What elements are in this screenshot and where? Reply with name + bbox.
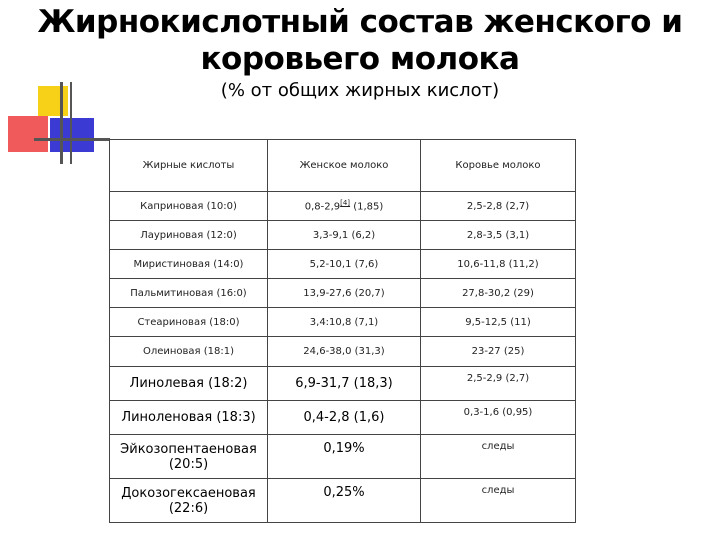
acid-name: Стеариновая (18:0): [110, 308, 268, 337]
cow-value: 10,6-11,8 (11,2): [421, 250, 576, 279]
acid-name: Пальмитиновая (16:0): [110, 279, 268, 308]
cow-value: следы: [421, 479, 576, 523]
women-value: 3,4:10,8 (7,1): [268, 308, 421, 337]
acid-name: Линоленовая (18:3): [110, 401, 268, 435]
page-title: [0, 4, 720, 78]
women-value-range: 0,8-2,9: [304, 201, 341, 213]
women-value: 6,9-31,7 (18,3): [268, 367, 421, 401]
fatty-acid-table: [109, 139, 576, 523]
table-row: [110, 221, 576, 250]
footnote-link[interactable]: [4]: [340, 199, 351, 208]
acid-name: Линолевая (18:2): [110, 367, 268, 401]
title-line-2: коровьего молока: [200, 41, 520, 77]
cow-value: следы: [421, 435, 576, 479]
cow-value: 2,5-2,9 (2,7): [421, 367, 576, 401]
acid-name: Миристиновая (14:0): [110, 250, 268, 279]
decor-horizontal-line: [34, 138, 110, 141]
table-header-row: [110, 140, 576, 192]
table-row: [110, 192, 576, 221]
acid-name: Олеиновая (18:1): [110, 337, 268, 367]
table-row: [110, 308, 576, 337]
women-value: 0,4-2,8 (1,6): [268, 401, 421, 435]
page-subtitle: (% от общих жирных кислот): [220, 80, 500, 101]
cow-value: 2,5-2,8 (2,7): [421, 192, 576, 221]
header-fatty-acids: Жирные кислоты: [110, 140, 268, 192]
table-row: [110, 279, 576, 308]
cow-value: 23-27 (25): [421, 337, 576, 367]
table-row: [110, 401, 576, 435]
women-value: 13,9-27,6 (20,7): [268, 279, 421, 308]
women-value-mean: (1,85): [350, 201, 384, 213]
table-row: [110, 250, 576, 279]
table-row: [110, 479, 576, 523]
table-row: [110, 435, 576, 479]
acid-name: Докозогексаеновая (22:6): [110, 479, 268, 523]
women-value: 3,3-9,1 (6,2): [268, 221, 421, 250]
women-value: 0,19%: [268, 435, 421, 479]
acid-name: Лауриновая (12:0): [110, 221, 268, 250]
cow-value: 9,5-12,5 (11): [421, 308, 576, 337]
table-row: [110, 337, 576, 367]
acid-name: Эйкозопентаеновая (20:5): [110, 435, 268, 479]
cow-value: 2,8-3,5 (3,1): [421, 221, 576, 250]
header-cows-milk: Коровье молоко: [421, 140, 576, 192]
cow-value: 0,3-1,6 (0,95): [421, 401, 576, 435]
women-value: 24,6-38,0 (31,3): [268, 337, 421, 367]
title-line-1: Жирнокислотный состав женского и: [37, 4, 683, 40]
acid-name: Каприновая (10:0): [110, 192, 268, 221]
decor-red-square: [8, 116, 48, 152]
decor-blue-square: [50, 118, 94, 152]
cow-value: 27,8-30,2 (29): [421, 279, 576, 308]
table-row: [110, 367, 576, 401]
header-womens-milk: Женское молоко: [268, 140, 421, 192]
women-value: 0,25%: [268, 479, 421, 523]
women-value: 5,2-10,1 (7,6): [268, 250, 421, 279]
women-value: [268, 192, 421, 221]
